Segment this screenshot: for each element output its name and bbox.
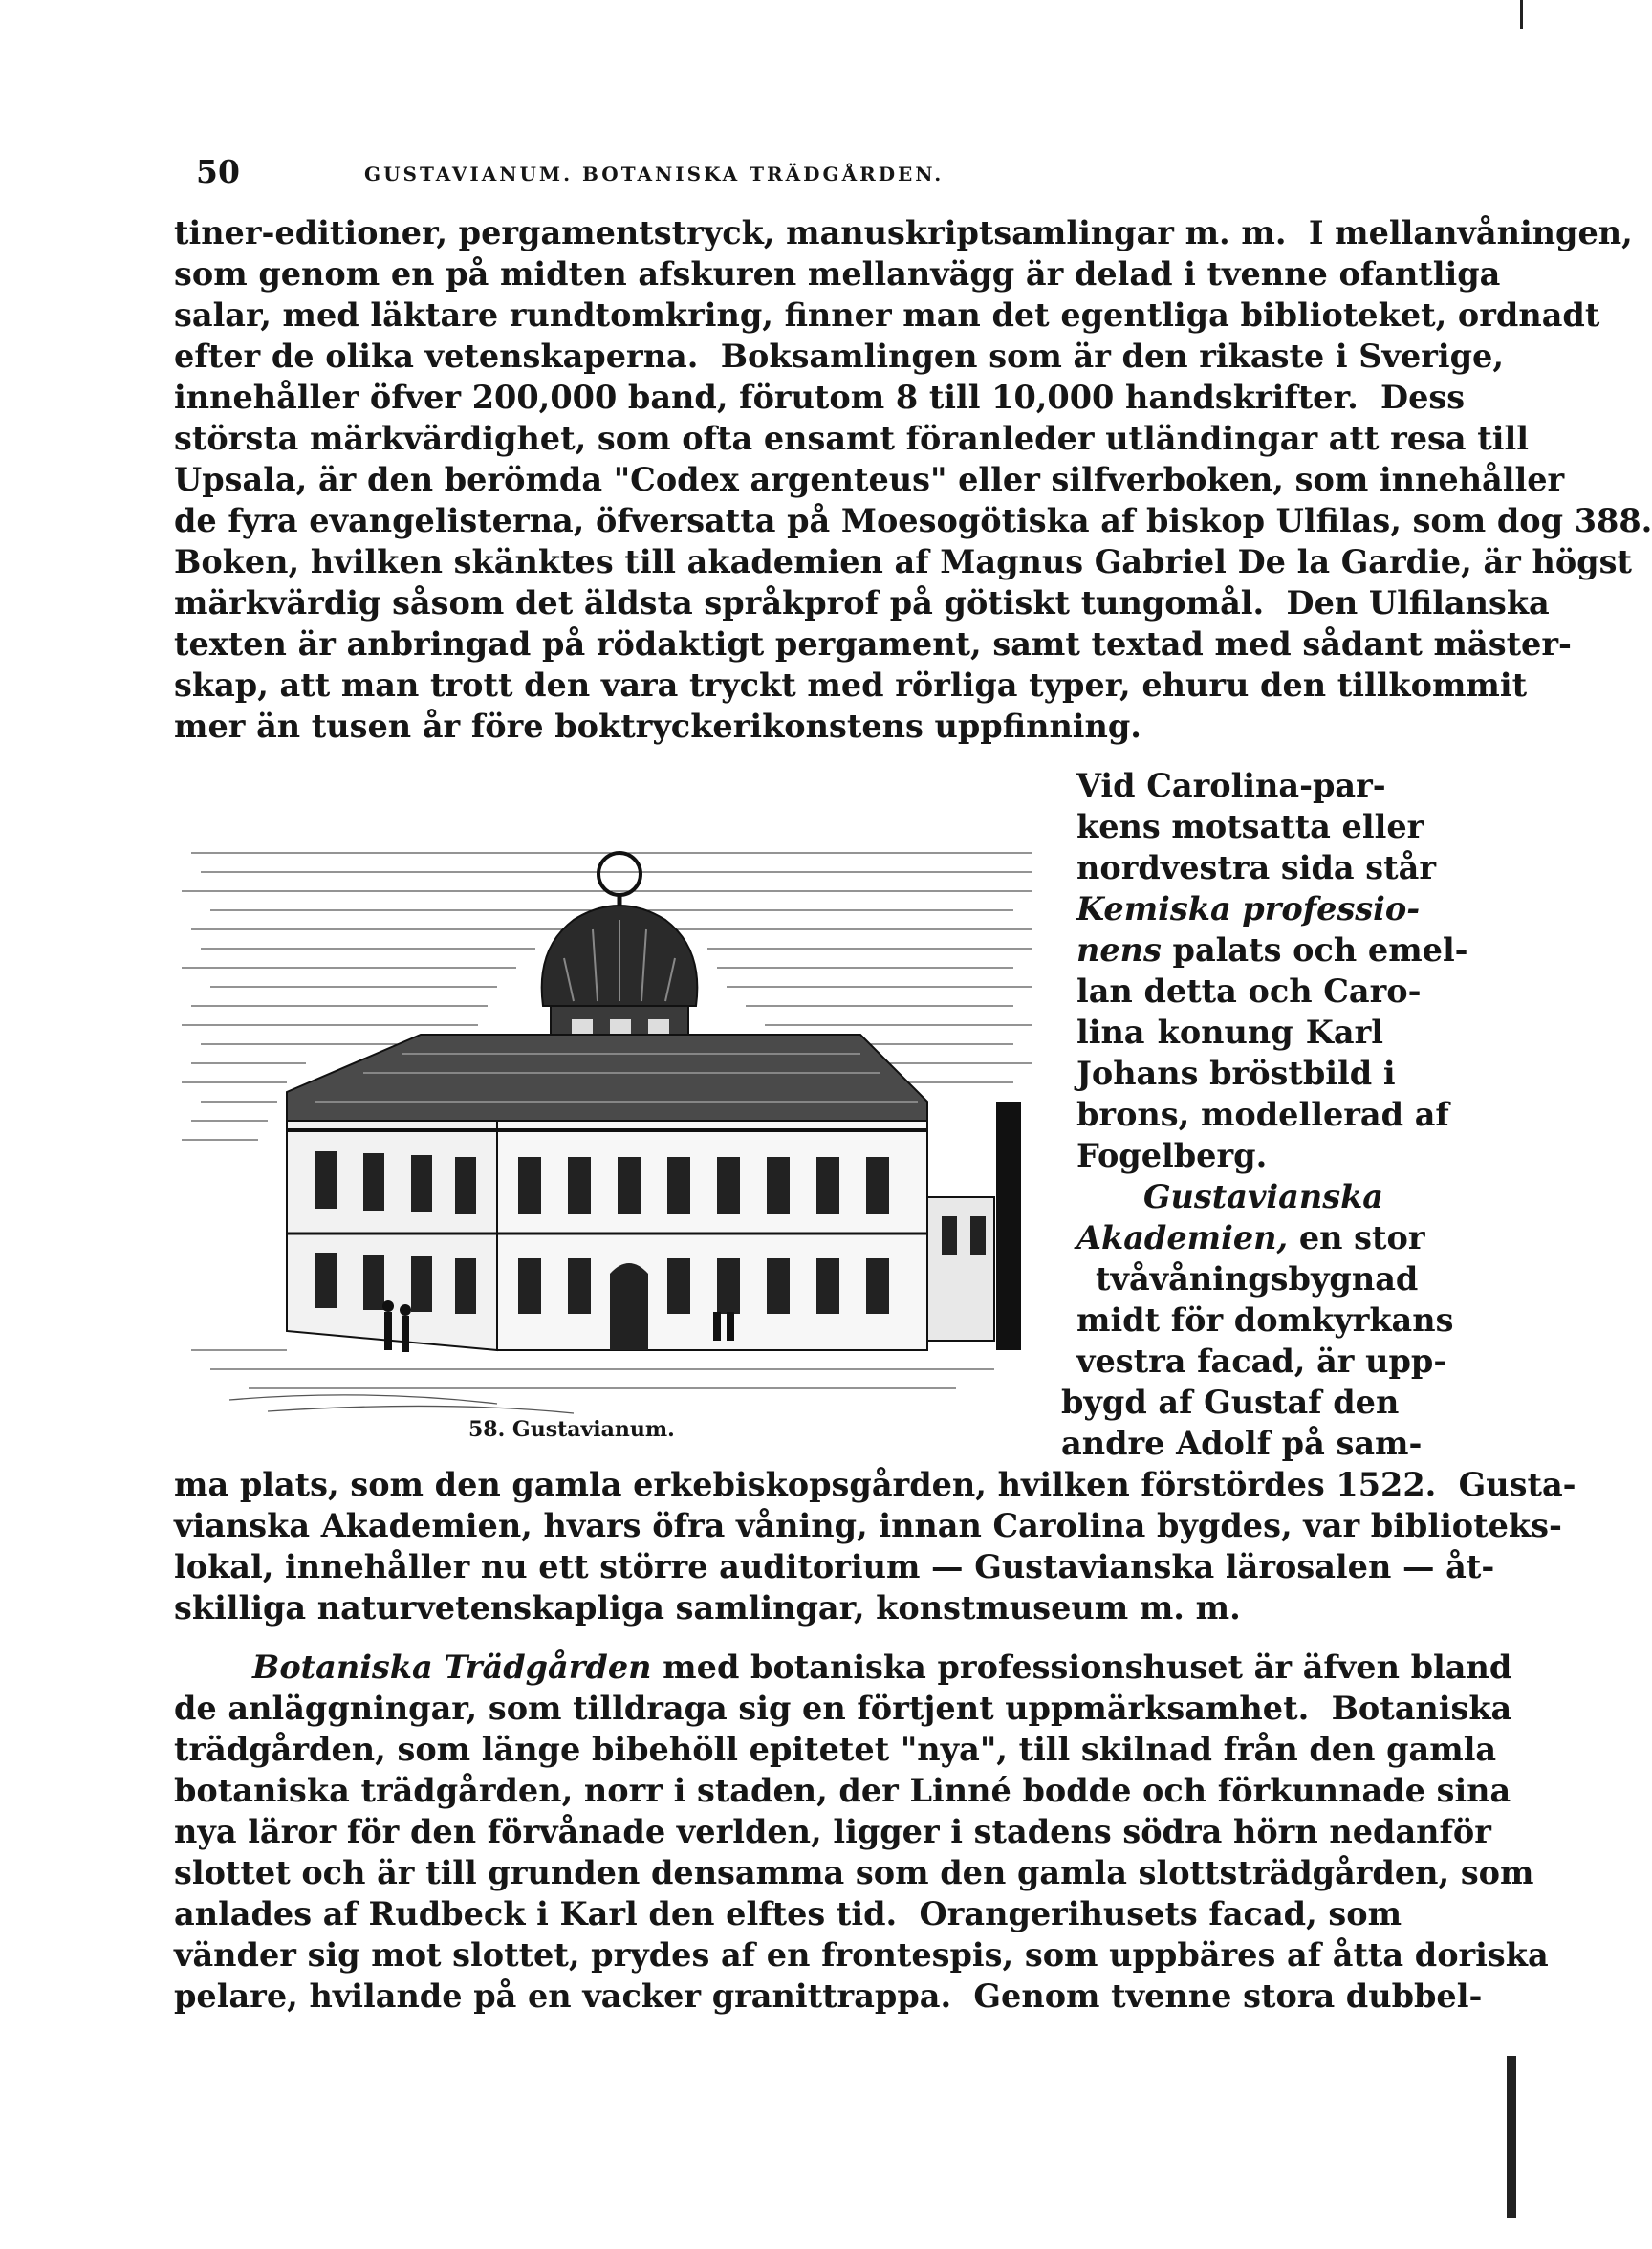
text-line-3: salar, med läktare rundtomkring, finner man det egentliga biblioteket, ordnadt xyxy=(174,296,1600,334)
text-line-14: ma plats, som den gamla erkebiskopsgården, hvilken förstördes 1522. Gusta- xyxy=(174,1466,1576,1503)
side-line-15: vestra facad, är upp- xyxy=(1076,1343,1447,1380)
page-number: 50 xyxy=(196,153,240,190)
side-line-10: Fogelberg. xyxy=(1076,1137,1268,1174)
kemiska-italic: Kemiska professio- xyxy=(1076,890,1421,928)
side-line-9: brons, modellerad af xyxy=(1076,1096,1449,1133)
text-line-19: de anläggningar, som tilldraga sig en förtjent uppmärksamhet. Botaniska xyxy=(174,1690,1512,1727)
side-line-16: bygd af Gustaf den xyxy=(1061,1384,1400,1421)
text-line-4: efter de olika vetenskaperna. Boksamlingen som är den rikaste i Sverige, xyxy=(174,338,1505,375)
side-line-11 xyxy=(1076,1176,1383,1218)
text-line-10: märkvärdig såsom det äldsta språkprof på götiskt tungomål. Den Ulfilanska xyxy=(174,584,1550,622)
text-line-11: texten är anbringad på rödaktigt pergament, samt textad med sådant mäster- xyxy=(174,625,1572,663)
page-header xyxy=(196,151,1381,193)
scan-edge-shadow xyxy=(1507,2056,1516,2218)
engraving-illustration xyxy=(172,815,1052,1427)
akademien-italic: Akademien, xyxy=(1076,1219,1289,1256)
scan-edge-mark xyxy=(1520,0,1523,29)
text-line-17: skilliga naturvetenskapliga samlingar, konstmuseum m. m. xyxy=(174,1589,1241,1627)
text-line-21: botaniska trädgården, norr i staden, der Linné bodde och förkunnade sina xyxy=(174,1772,1511,1809)
text-line-5: innehåller öfver 200,000 band, förutom 8 till 10,000 handskrifter. Dess xyxy=(174,379,1466,416)
side-line-17: andre Adolf på sam- xyxy=(1061,1425,1423,1462)
side-line-12-rest: en stor xyxy=(1288,1219,1425,1256)
text-line-2: som genom en på midten afskuren mellanvägg är delad i tvenne ofantliga xyxy=(174,255,1501,293)
figure-caption: 58. Gustavianum. xyxy=(468,1417,675,1442)
text-line-1: tiner-editioner, pergamentstryck, manuskriptsamlingar m. m. I mellanvåningen, xyxy=(174,214,1633,251)
side-line-8: Johans bröstbild i xyxy=(1076,1055,1396,1092)
text-line-12: skap, att man trott den vara tryckt med rörliga typer, ehuru den tillkommit xyxy=(174,666,1528,704)
text-line-22: nya läror för den förvånade verlden, ligger i stadens södra hörn nedanför xyxy=(174,1813,1491,1850)
text-line-16: lokal, innehåller nu ett större auditorium — Gustavianska lärosalen — åt- xyxy=(174,1548,1495,1585)
text-line-18 xyxy=(252,1647,1512,1689)
text-line-9: Boken, hvilken skänktes till akademien af Magnus Gabriel De la Gardie, är högst xyxy=(174,543,1632,580)
side-line-12 xyxy=(1076,1217,1425,1259)
gustavianska-italic: Gustavianska xyxy=(1142,1178,1383,1215)
text-line-18-rest: med botaniska professionshuset är äfven bland xyxy=(651,1649,1512,1686)
side-line-5-rest: palats och emel- xyxy=(1161,931,1468,969)
text-line-24: anlades af Rudbeck i Karl den elftes tid. Orangerihusets facad, som xyxy=(174,1895,1402,1932)
text-line-23: slottet och är till grunden densamma som den gamla slottsträdgården, som xyxy=(174,1854,1534,1891)
text-line-26: pelare, hvilande på en vacker granittrappa. Genom tvenne stora dubbel- xyxy=(174,1977,1483,2015)
text-line-25: vänder sig mot slottet, prydes af en frontespis, som uppbäres af åtta doriska xyxy=(174,1936,1549,1974)
running-head: GUSTAVIANUM. BOTANISKA TRÄDGÅRDEN. xyxy=(364,163,945,186)
side-line-2: kens motsatta eller xyxy=(1076,808,1424,845)
text-line-7: Upsala, är den berömda "Codex argenteus" eller silfverboken, som innehåller xyxy=(174,461,1565,498)
botaniska-tradgarden-italic: Botaniska Trädgården xyxy=(252,1649,652,1686)
side-line-1: Vid Carolina-par- xyxy=(1076,767,1386,804)
side-line-13: tvåvåningsbygnad xyxy=(1096,1260,1419,1298)
side-line-6: lan detta och Caro- xyxy=(1076,972,1422,1010)
nens-italic: nens xyxy=(1076,931,1162,969)
side-line-5 xyxy=(1076,929,1468,972)
text-line-8: de fyra evangelisterna, öfversatta på Moesogötiska af biskop Ulfilas, som dog 388. xyxy=(174,502,1652,539)
side-line-14: midt för domkyrkans xyxy=(1076,1301,1454,1339)
side-line-7: lina konung Karl xyxy=(1076,1014,1383,1051)
text-line-15: vianska Akademien, hvars öfra våning, innan Carolina bygdes, var biblioteks- xyxy=(174,1507,1562,1544)
text-line-20: trädgården, som länge bibehöll epitetet "nya", till skilnad från den gamla xyxy=(174,1731,1497,1768)
side-line-3: nordvestra sida står xyxy=(1076,849,1436,886)
text-line-13: mer än tusen år före boktryckerikonstens uppfinning. xyxy=(174,708,1141,745)
text-line-6: största märkvärdighet, som ofta ensamt föranleder utländingar att resa till xyxy=(174,420,1529,457)
gustavianum-engraving xyxy=(172,815,1052,1427)
side-line-4 xyxy=(1076,888,1421,930)
